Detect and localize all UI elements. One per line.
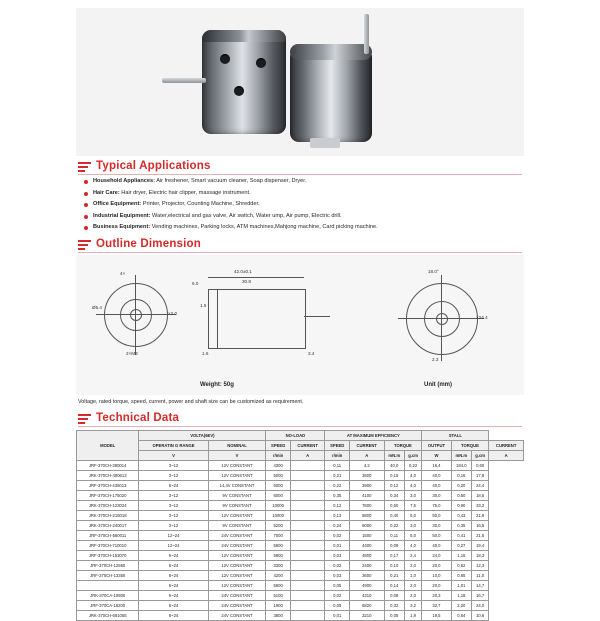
cell-value: 4400: [349, 541, 384, 551]
cell-value: 6820: [349, 601, 384, 611]
cell-value: 6~24: [139, 481, 208, 491]
cell-value: 18,5: [471, 491, 488, 501]
cell-model: JRF-370CH-13350: [77, 571, 139, 581]
cell-value: 12V CONSTANT: [208, 581, 266, 591]
cell-value: 1,16: [451, 551, 471, 561]
cell-value: 12V CONSTANT: [208, 551, 266, 561]
cell-value: 3~12: [139, 511, 208, 521]
cell-value: 0,12: [325, 501, 349, 511]
cell-value: 4200: [266, 571, 290, 581]
red-bars-icon: [78, 414, 92, 426]
cell-value: 3210: [349, 611, 384, 621]
cell-value: [290, 521, 325, 531]
cell-value: [290, 581, 325, 591]
cell-value: 7,5: [404, 501, 421, 511]
cell-value: 0,62: [451, 561, 471, 571]
cell-value: 2,0: [404, 591, 421, 601]
cell-value: 0,16: [451, 471, 471, 481]
cell-value: 0,22: [384, 521, 404, 531]
unit-a3: A: [489, 451, 524, 461]
cell-value: 4100: [349, 491, 384, 501]
cell-value: 184,0: [451, 461, 471, 471]
side-view-endcap: [208, 289, 218, 349]
application-text: Vending machines, Parking locks, ATM machines,Mahjong machine, Card picking machine.: [150, 224, 378, 231]
cell-value: 24,0: [422, 551, 451, 561]
cell-value: 21,6: [471, 511, 488, 521]
cell-model: JRK-370CH-240017: [77, 521, 139, 531]
cell-value: 3900: [349, 481, 384, 491]
cell-value: 11,0: [471, 571, 488, 581]
cell-model: JRF-370CH-560011: [77, 531, 139, 541]
cell-value: 6~24: [139, 581, 208, 591]
cell-value: 24V CONSTANT: [208, 541, 266, 551]
divider: [78, 174, 522, 175]
table-row: [77, 541, 524, 551]
cell-value: 9V CONSTANT: [208, 501, 266, 511]
dim-label: 2.3: [432, 357, 439, 362]
cell-model: JRK-370CH-123024: [77, 501, 139, 511]
application-text: Printer, Projector, Counting Machine, Shredder.: [141, 201, 260, 208]
cell-value: 0,11: [384, 531, 404, 541]
cell-value: 0,05: [325, 581, 349, 591]
cell-value: 0,14: [384, 581, 404, 591]
cell-value: 18,3: [471, 551, 488, 561]
cell-value: 4,0: [404, 471, 421, 481]
centerline-v: [135, 275, 136, 355]
dim-label: 42.0±0.1: [234, 269, 252, 274]
cell-value: 3,0: [404, 521, 421, 531]
sub-torque: TORQUE: [384, 441, 422, 451]
cell-value: 0,05: [325, 601, 349, 611]
application-label: Industrial Equipment:: [93, 212, 151, 219]
red-bars-icon: [78, 162, 92, 174]
cell-value: 4300: [266, 461, 290, 471]
cell-value: 6~24: [139, 551, 208, 561]
cell-value: 24V CONSTANT: [208, 531, 266, 541]
cell-value: 1500: [349, 531, 384, 541]
cell-value: 7600: [349, 501, 384, 511]
cell-value: 12V CONSTANT: [208, 471, 266, 481]
cell-value: 0,20: [451, 481, 471, 491]
sub-speed-2: SPEED: [325, 441, 349, 451]
cell-value: [290, 481, 325, 491]
application-label: Office Equipment:: [93, 201, 142, 208]
cell-value: 0,21: [384, 571, 404, 581]
list-item: [84, 211, 524, 223]
cell-value: 0,64: [451, 611, 471, 621]
cell-value: 10,0: [422, 571, 451, 581]
cell-value: 12V CONSTANT: [208, 561, 266, 571]
cell-value: [290, 601, 325, 611]
cell-value: 6~24: [139, 601, 208, 611]
rear-view-bore: [436, 313, 448, 325]
cell-value: 19,5: [422, 611, 451, 621]
col-stall: STALL: [422, 431, 489, 441]
cell-value: [290, 611, 325, 621]
unit-a1: A: [290, 451, 325, 461]
unit-mnm2: mN.m: [451, 451, 471, 461]
side-view-body: [208, 289, 306, 349]
cell-value: 2,0: [404, 581, 421, 591]
cell-value: 0,22: [325, 481, 349, 491]
cell-value: 0,03: [325, 571, 349, 581]
cell-value: [290, 541, 325, 551]
cell-value: 2400: [349, 561, 384, 571]
unit-w: W: [422, 451, 451, 461]
list-item: [84, 176, 524, 188]
cell-value: 0,17: [384, 551, 404, 561]
table-row: [77, 581, 524, 591]
cell-value: 4800: [349, 551, 384, 561]
product-photo: [76, 8, 524, 156]
cell-value: 0,03: [325, 551, 349, 561]
cell-value: [290, 501, 325, 511]
unit-mnm: mN.m: [384, 451, 404, 461]
cell-value: [290, 591, 325, 601]
cell-value: 6000: [266, 481, 290, 491]
sub-current-2: CURRENT: [349, 441, 384, 451]
table-units-row: [77, 451, 524, 461]
table-row: [77, 571, 524, 581]
cell-value: 40,0: [384, 461, 404, 471]
cell-value: 40,0: [422, 541, 451, 551]
cell-value: 0,11: [325, 461, 349, 471]
customization-note: Voltage, rated torque, speed, current, power and shaft size can be customized as requirement.: [78, 399, 304, 405]
cell-value: 5,0: [404, 531, 421, 541]
dim-label: 6.0: [192, 281, 199, 286]
cell-value: 5600: [266, 581, 290, 591]
cell-value: 50,0: [422, 511, 451, 521]
cell-value: 0,12: [384, 481, 404, 491]
sub-speed: SPEED: [266, 441, 290, 451]
outline-drawing: [76, 255, 524, 395]
table-row: [77, 461, 524, 471]
cell-value: 14,4V CONSTANT: [208, 481, 266, 491]
list-item: [84, 199, 524, 211]
cell-value: 0,09: [384, 541, 404, 551]
cell-value: 17,8: [471, 471, 488, 481]
section-title: Technical Data: [96, 412, 180, 424]
cell-value: 7000: [266, 531, 290, 541]
cell-value: 0,05: [384, 611, 404, 621]
cell-value: 10,6: [471, 611, 488, 621]
cell-value: 9V CONSTANT: [208, 491, 266, 501]
centerline-h: [96, 314, 176, 315]
cell-model: JRK-370CH-400613: [77, 471, 139, 481]
cell-value: 24,4: [471, 481, 488, 491]
cell-value: 0,27: [451, 541, 471, 551]
cell-value: 4310: [349, 591, 384, 601]
unit-v1: V: [139, 451, 208, 461]
cell-value: 19,4: [471, 541, 488, 551]
cell-model: JRF-370CA-16200: [77, 601, 139, 611]
cell-value: 16,5: [471, 521, 488, 531]
cell-value: 0,35: [451, 521, 471, 531]
dim-line-overall: [208, 277, 304, 278]
table-row: [77, 551, 524, 561]
end-view-bore: [130, 309, 142, 321]
cell-value: [290, 551, 325, 561]
cell-value: 12V CONSTANT: [208, 571, 266, 581]
cell-value: 0,35: [325, 491, 349, 501]
cell-value: 33,2: [471, 501, 488, 511]
cell-value: 0,40: [384, 511, 404, 521]
cell-value: 6~24: [139, 611, 208, 621]
cell-value: 12~24: [139, 541, 208, 551]
cell-value: 0,22: [404, 461, 421, 471]
cell-value: 0,32: [384, 601, 404, 611]
list-item: [84, 222, 524, 234]
cell-value: 12,3: [471, 561, 488, 571]
section-title: Typical Applications: [96, 160, 211, 172]
motor-image-right: [284, 48, 376, 142]
cell-value: 0,24: [325, 521, 349, 531]
cell-value: 12V CONSTANT: [208, 461, 266, 471]
cell-value: 40,0: [422, 481, 451, 491]
cell-value: 4,0: [404, 541, 421, 551]
cell-value: 50,0: [422, 531, 451, 541]
cell-value: 10000: [266, 501, 290, 511]
cell-value: 20,3: [422, 591, 451, 601]
cell-value: 1,01: [451, 581, 471, 591]
cell-value: 20,0: [422, 581, 451, 591]
cell-model: JRF-370CH-12560: [77, 561, 139, 571]
col-voltage: VOLTA(6EV): [139, 431, 266, 441]
table-row: [77, 471, 524, 481]
cell-model: JRF-370CH-710010: [77, 541, 139, 551]
cell-value: 0,02: [325, 561, 349, 571]
table-subheader-row: [77, 441, 524, 451]
cell-value: 0,01: [325, 611, 349, 621]
cell-value: 0,50: [384, 501, 404, 511]
cell-value: 4,0: [404, 481, 421, 491]
cell-model: JRK-370CA-10800: [77, 591, 139, 601]
divider: [78, 426, 522, 427]
col-noload: NO-LOAD: [266, 431, 325, 441]
divider: [78, 252, 522, 253]
table-header-row: [77, 431, 524, 441]
table-row: [77, 561, 524, 571]
cell-value: 30,0: [422, 491, 451, 501]
cell-value: 0,41: [451, 531, 471, 541]
unit-rpm1: r/min: [266, 451, 290, 461]
cell-value: 0,34: [384, 491, 404, 501]
sub-stall-torque: TORQUE: [451, 441, 489, 451]
cell-value: 6000: [266, 491, 290, 501]
cell-value: 5000: [266, 471, 290, 481]
application-label: Business Equipment:: [93, 224, 151, 231]
table-row: [77, 591, 524, 601]
list-item: [84, 188, 524, 200]
table-row: [77, 531, 524, 541]
dim-label: 1.6: [202, 351, 209, 356]
dim-label: Ø5.4: [92, 305, 102, 310]
cell-value: 3,2: [404, 601, 421, 611]
sub-output: OUTPUT: [422, 441, 451, 451]
cell-model: JRF-370CH-435013: [77, 481, 139, 491]
sub-nominal: NOMINAL: [208, 441, 266, 451]
cell-value: 3~12: [139, 521, 208, 531]
cell-value: 0,21: [325, 471, 349, 481]
cell-value: 3600: [349, 571, 384, 581]
unit-gcm2: g.cm: [471, 451, 488, 461]
centerline-h: [398, 318, 484, 319]
cell-value: 21,5: [471, 531, 488, 541]
cell-value: [290, 511, 325, 521]
cell-value: 1,18: [451, 591, 471, 601]
cell-value: 3800: [266, 611, 290, 621]
applications-list: [84, 176, 524, 234]
cell-value: 0,08: [384, 591, 404, 601]
cell-value: 2,4: [404, 551, 421, 561]
cell-value: [290, 531, 325, 541]
cell-value: [290, 491, 325, 501]
cell-value: 5000: [349, 521, 384, 531]
cell-value: 1900: [266, 601, 290, 611]
unit-label: Unit (mm): [424, 382, 452, 388]
cell-value: 1,0: [404, 571, 421, 581]
dim-label: ×24.4: [476, 315, 488, 320]
table-row: [77, 491, 524, 501]
cell-value: 9V CONSTANT: [208, 521, 266, 531]
cell-value: 3,0: [404, 491, 421, 501]
cell-model: JRF-370CH-380014: [77, 461, 139, 471]
table-row: [77, 601, 524, 611]
red-bars-icon: [78, 240, 92, 252]
cell-value: 6~24: [139, 591, 208, 601]
cell-value: 30,0: [422, 521, 451, 531]
dim-label: 18.0°: [428, 269, 439, 274]
side-view-shaft: [304, 316, 330, 317]
cell-model: JRF-370CH-153070: [77, 551, 139, 561]
cell-value: 2,20: [451, 601, 471, 611]
cell-value: 3~12: [139, 461, 208, 471]
col-at-max-efficiency: AT MAXIMUM EFFICIENCY: [325, 431, 422, 441]
cell-value: 14,7: [471, 581, 488, 591]
cell-value: 3300: [266, 561, 290, 571]
cell-value: 20,0: [422, 561, 451, 571]
sub-stall-current: CURRENT: [489, 441, 524, 451]
cell-value: 12~24: [139, 531, 208, 541]
cell-value: [290, 561, 325, 571]
cell-value: 24V CONSTANT: [208, 611, 266, 621]
cell-model: JRF-370CH-175020: [77, 491, 139, 501]
unit-a2: A: [349, 451, 384, 461]
sub-current: CURRENT: [290, 441, 325, 451]
table-row: [77, 521, 524, 531]
cell-value: 5,0: [404, 511, 421, 521]
cell-value: 3~12: [139, 491, 208, 501]
dim-label: 3.4: [308, 351, 315, 356]
cell-value: [290, 471, 325, 481]
cell-value: 5100: [266, 591, 290, 601]
table-row: [77, 511, 524, 521]
cell-value: 0,02: [325, 591, 349, 601]
cell-value: 3600: [349, 471, 384, 481]
cell-value: 2,0: [404, 561, 421, 571]
cell-value: 0,65: [451, 571, 471, 581]
table-row: [77, 481, 524, 491]
table-body: [77, 461, 524, 621]
cell-value: 8800: [349, 511, 384, 521]
application-text: Water,electrical and gas valve, Air switch, Water ump, Air pump, Electric drill.: [150, 212, 342, 219]
cell-value: 6~24: [139, 561, 208, 571]
cell-value: 1,9: [404, 611, 421, 621]
cell-value: 16,4: [422, 461, 451, 471]
cell-value: 16,7: [471, 591, 488, 601]
motor-image-left: [194, 30, 286, 134]
dim-label: 4×: [120, 271, 126, 276]
cell-value: 5800: [266, 551, 290, 561]
application-label: Hair Care:: [93, 189, 120, 196]
cell-value: 0,15: [384, 471, 404, 481]
cell-value: [290, 461, 325, 471]
unit-gcm: g.cm: [404, 451, 421, 461]
cell-value: 0,50: [451, 491, 471, 501]
cell-value: 12V CONSTANT: [208, 511, 266, 521]
cell-value: 0,01: [325, 541, 349, 551]
cell-value: 4900: [349, 581, 384, 591]
cell-value: 4,2: [349, 461, 384, 471]
cell-value: 0,10: [384, 561, 404, 571]
table-row: [77, 611, 524, 621]
col-model: MODEL: [77, 431, 139, 461]
sub-operating-range: OPERATIN G RANGE: [139, 441, 208, 451]
dim-label: 1.5: [200, 303, 207, 308]
section-title: Outline Dimension: [96, 238, 201, 250]
cell-model: JRK-370CH-681055: [77, 611, 139, 621]
dim-label: 2×M3: [126, 351, 138, 356]
application-label: Household Appliances:: [93, 178, 155, 184]
cell-value: 24,0: [471, 601, 488, 611]
cell-value: 5600: [266, 541, 290, 551]
cell-model: JRK-370CH-215018: [77, 511, 139, 521]
cell-value: 3~12: [139, 501, 208, 511]
dim-label: ×2.0: [168, 311, 178, 316]
cell-value: 0,02: [325, 531, 349, 541]
application-text: Air freshener, Smart vacuum cleaner, Soap dispenser, Dryer.: [154, 178, 307, 184]
cell-value: 24V CONSTANT: [208, 601, 266, 611]
dim-label: 30.8: [242, 279, 251, 284]
cell-value: 0,60: [471, 461, 488, 471]
cell-value: 24V CONSTANT: [208, 591, 266, 601]
cell-value: 0,13: [325, 511, 349, 521]
cell-value: 0,43: [451, 511, 471, 521]
unit-v2: V: [208, 451, 266, 461]
cell-value: [290, 571, 325, 581]
cell-value: 40,0: [422, 471, 451, 481]
cell-value: 0,90: [451, 501, 471, 511]
cell-model: [77, 581, 139, 591]
cell-value: 6~24: [139, 571, 208, 581]
application-text: Hair dryer, Electric hair clipper, massage instrument.: [119, 189, 251, 196]
technical-data-table: [76, 430, 524, 621]
cell-value: 10000: [266, 511, 290, 521]
cell-value: 75,0: [422, 501, 451, 511]
weight-label: Weight: 50g: [200, 382, 234, 388]
table-row: [77, 501, 524, 511]
cell-value: 32,7: [422, 601, 451, 611]
cell-value: 5200: [266, 521, 290, 531]
cell-value: 3~12: [139, 471, 208, 481]
unit-rpm2: r/min: [325, 451, 349, 461]
